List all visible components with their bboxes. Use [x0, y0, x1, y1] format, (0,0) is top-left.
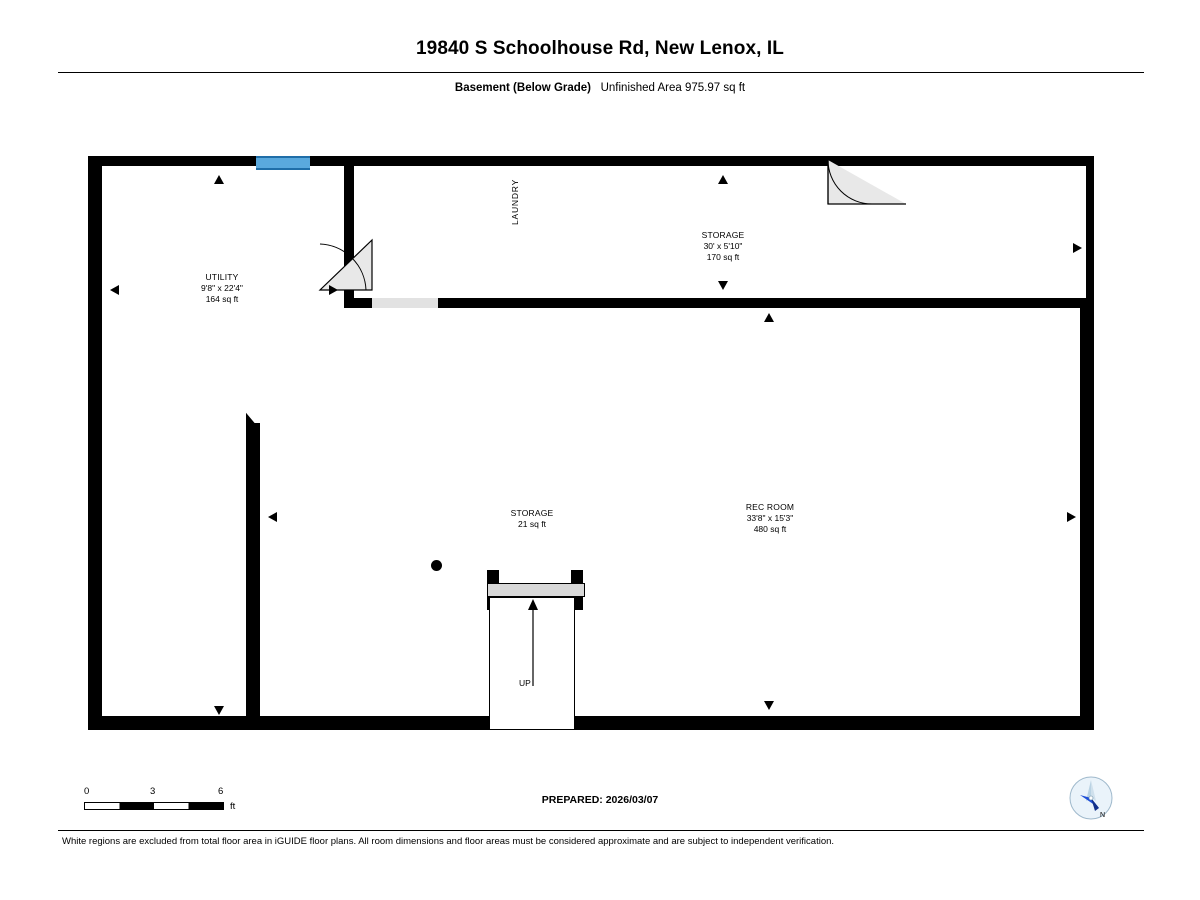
compass-icon: [1068, 775, 1114, 821]
room-area: 21 sq ft: [518, 519, 546, 529]
disclaimer-text: White regions are excluded from total floor area in iGUIDE floor plans. All room dimensions and floor areas must be considered approximate and are subject to independent verification.: [62, 836, 835, 847]
page-title: 19840 S Schoolhouse Rd, New Lenox, IL: [416, 38, 784, 59]
scale-unit-label: ft: [230, 801, 236, 812]
room-label-storage-small: [476, 508, 588, 530]
scale-tick-1: 3: [150, 786, 156, 797]
stairs-landing: [487, 583, 585, 597]
room-label-storage-upper: [663, 230, 783, 263]
scale-tick-2: 6: [218, 786, 224, 797]
subtitle-level: Basement (Below Grade): [454, 82, 592, 94]
prepared-date: PREPARED: 2026/03/07: [541, 794, 659, 806]
footer-divider: [58, 830, 1144, 831]
room-name: REC ROOM: [745, 502, 795, 512]
room-name: STORAGE: [701, 230, 745, 240]
room-label-rec-room: [709, 502, 831, 535]
room-dimensions: 9'8" x 22'4": [201, 283, 243, 293]
stairs-up-arrow: [526, 598, 540, 686]
scale-tick-0: 0: [84, 786, 90, 797]
room-name: STORAGE: [510, 508, 554, 518]
room-area: 164 sq ft: [205, 294, 239, 304]
dimension-arrows: [0, 120, 1200, 750]
header-divider: [58, 72, 1144, 73]
subtitle-area: Unfinished Area 975.97 sq ft: [600, 82, 746, 94]
room-dimensions: 33'8" x 15'3": [746, 513, 794, 523]
compass-north-label: N: [1100, 812, 1106, 819]
page-subtitle: [0, 82, 1200, 94]
room-label-laundry: LAUNDRY: [510, 178, 520, 225]
room-dimensions: 30' x 5'10": [703, 241, 743, 251]
room-area: 170 sq ft: [706, 252, 740, 262]
room-area: 480 sq ft: [753, 524, 787, 534]
room-label-utility: [162, 272, 282, 305]
column-round: [431, 560, 442, 571]
room-name: UTILITY: [205, 272, 239, 282]
stairs-up-label: UP: [519, 678, 531, 688]
floorplan-drawing: [0, 120, 1200, 750]
